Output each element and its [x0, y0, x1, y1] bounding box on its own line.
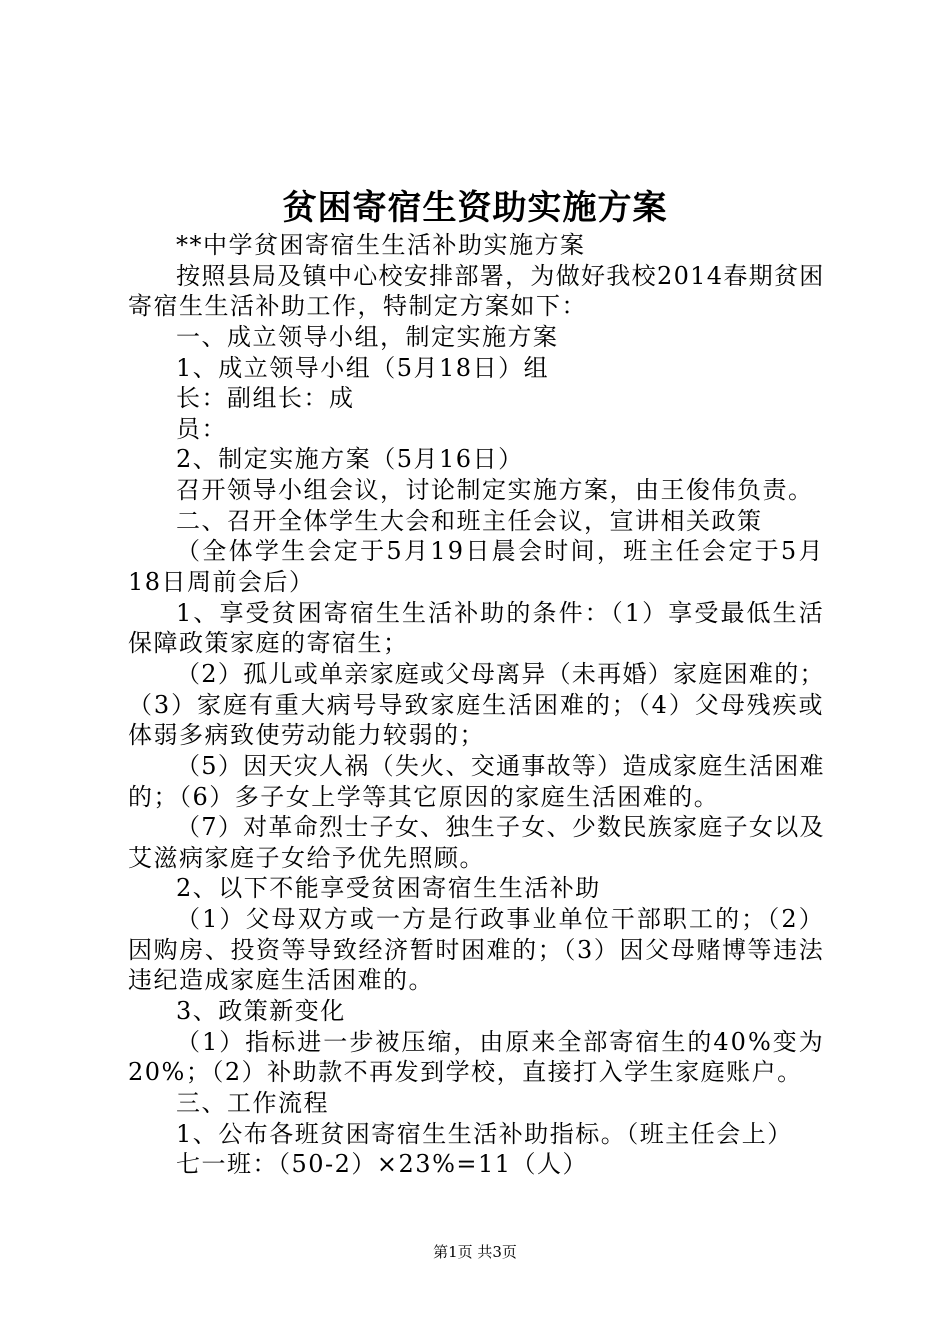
- paragraph-line: [128, 353, 830, 384]
- paragraph-line: [128, 1057, 830, 1088]
- line-text: 长：副组长：成: [176, 384, 355, 413]
- line-text: 三、工作流程: [176, 1088, 329, 1117]
- line-text: （7）对革命烈士子女、独生子女、少数民族家庭子女以及: [176, 813, 825, 842]
- line-text: 七一班：（50-2）×23%=11（人）: [176, 1150, 589, 1179]
- paragraph-line: [128, 873, 830, 904]
- paragraph-line: [128, 444, 830, 475]
- paragraph-line: [128, 843, 830, 874]
- paragraph-line: [128, 720, 830, 751]
- line-text: 寄宿生生活补助工作，特制定方案如下：: [128, 292, 587, 321]
- line-text: 体弱多病致使劳动能力较弱的；: [128, 721, 485, 750]
- line-text: 因购房、投资等导致经济暂时困难的；（3）因父母赌博等违法: [128, 935, 825, 964]
- line-text: 2、制定实施方案（5月16日）: [176, 445, 524, 474]
- line-text: （2）孤儿或单亲家庭或父母离异（未再婚）家庭困难的；: [176, 659, 825, 688]
- paragraph-line: [128, 628, 830, 659]
- paragraph-line: [128, 904, 830, 935]
- line-text: **中学贫困寄宿生生活补助实施方案: [176, 231, 586, 259]
- paragraph-line: [128, 322, 830, 353]
- document-body: [128, 230, 830, 1180]
- paragraph-line: [128, 291, 830, 322]
- paragraph-line: [128, 598, 830, 629]
- paragraph-line: [128, 414, 830, 445]
- line-text: 艾滋病家庭子女给予优先照顾。: [128, 843, 485, 872]
- line-text: 保障政策家庭的寄宿生；: [128, 629, 409, 658]
- page-footer: 第1页 共3页: [433, 1243, 517, 1261]
- paragraph-line: [128, 690, 830, 721]
- line-text: 按照县局及镇中心校安排部署，为做好我校2014春期贫困: [176, 261, 825, 290]
- paragraph-line: [128, 812, 830, 843]
- line-text: 18日周前会后）: [128, 568, 315, 597]
- document-title: 贫困寄宿生资助实施方案: [282, 188, 668, 228]
- line-text: 一、成立领导小组，制定实施方案: [176, 322, 559, 351]
- line-text: （5）因天灾人祸（失火、交通事故等）造成家庭生活困难: [176, 751, 825, 780]
- line-text: 的；（6）多子女上学等其它原因的家庭生活困难的。: [128, 782, 720, 811]
- line-text: 1、成立领导小组（5月18日）组: [176, 353, 550, 382]
- paragraph-line: [128, 1119, 830, 1150]
- paragraph-line: [128, 475, 830, 506]
- paragraph-line: [128, 935, 830, 966]
- paragraph-line: [128, 965, 830, 996]
- line-text: （3）家庭有重大病号导致家庭生活困难的；（4）父母残疾或: [128, 690, 825, 719]
- line-text: （1）指标进一步被压缩，由原来全部寄宿生的40%变为: [176, 1027, 825, 1056]
- paragraph-line: [128, 996, 830, 1027]
- line-text: （1）父母双方或一方是行政事业单位干部职工的；（2）: [176, 905, 825, 934]
- paragraph-line: [128, 383, 830, 414]
- paragraph-line: [128, 536, 830, 567]
- paragraph-line: [128, 1088, 830, 1119]
- line-text: 1、公布各班贫困寄宿生生活补助指标。（班主任会上）: [176, 1119, 793, 1148]
- line-text: 1、享受贫困寄宿生生活补助的条件：（1）享受最低生活: [176, 598, 825, 627]
- paragraph-line: [128, 567, 830, 598]
- paragraph-line: [128, 506, 830, 537]
- paragraph-line: [128, 1149, 830, 1180]
- paragraph-line: [128, 230, 830, 261]
- line-text: 违纪造成家庭生活困难的。: [128, 966, 434, 995]
- line-text: 二、召开全体学生大会和班主任会议，宣讲相关政策: [176, 506, 763, 535]
- line-text: 2、以下不能享受贫困寄宿生生活补助: [176, 874, 601, 903]
- paragraph-line: [128, 1027, 830, 1058]
- line-text: 召开领导小组会议，讨论制定实施方案，由王俊伟负责。: [176, 476, 814, 505]
- line-text: 3、政策新变化: [176, 997, 346, 1026]
- paragraph-line: [128, 751, 830, 782]
- paragraph-line: [128, 659, 830, 690]
- line-text: 20%；（2）补助款不再发到学校，直接打入学生家庭账户。: [128, 1058, 803, 1087]
- paragraph-line: [128, 261, 830, 292]
- paragraph-line: [128, 782, 830, 813]
- line-text: 员：: [176, 414, 227, 443]
- line-text: （全体学生会定于5月19日晨会时间，班主任会定于5月: [176, 537, 825, 566]
